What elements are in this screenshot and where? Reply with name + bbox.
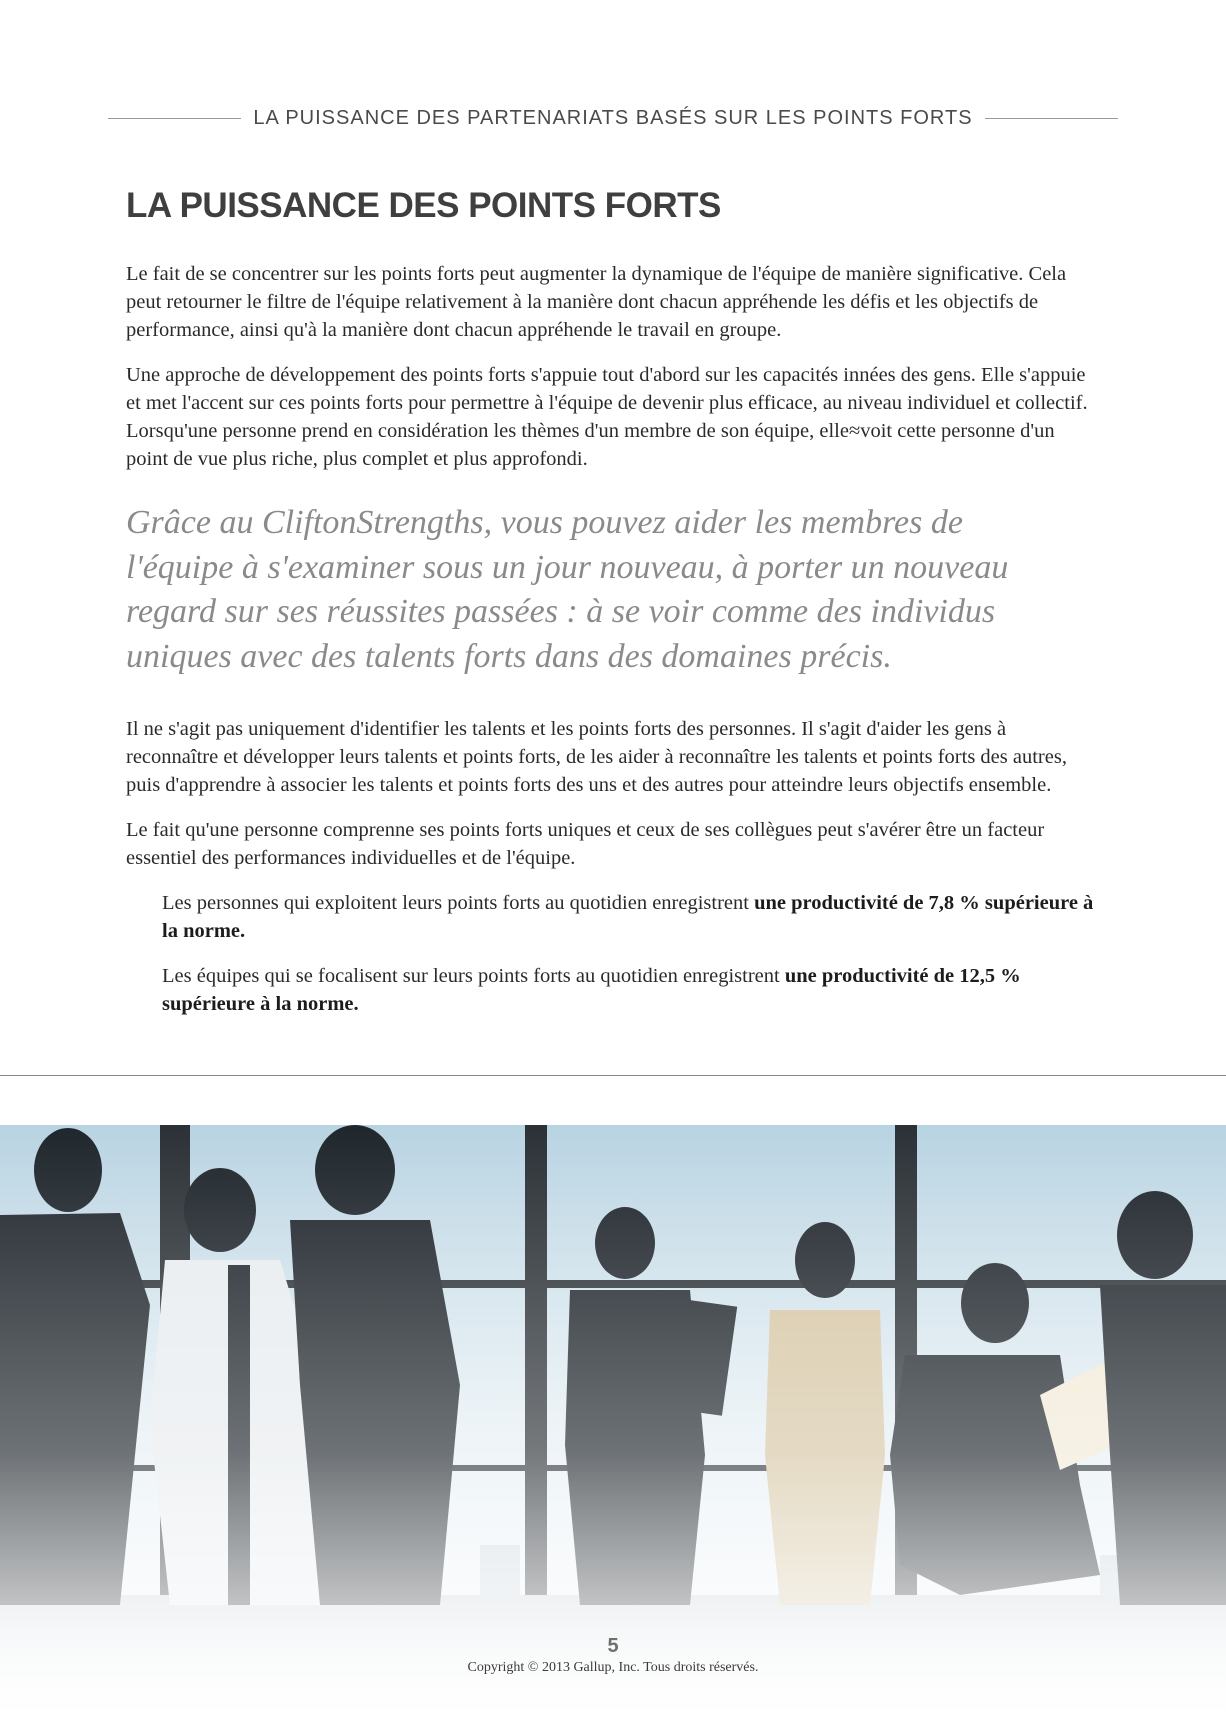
body-paragraph: Il ne s'agit pas uniquement d'identifier les talents et les points forts des personnes. Il s'agit d'aider les gens à reconnaître et développer leurs talents et points forts, de les aider à reconnaître les talents et points forts des autres, puis d'apprendre à associer les talents et points forts des uns et des autres pour atteindre leurs objectifs ensemble. [126, 718, 1067, 796]
stat-emphasis: une productivité de 12,5 % supérieure à la norme. [162, 965, 1021, 1015]
running-header [108, 104, 1118, 132]
page-footer [0, 1634, 1226, 1678]
stat-text: Les personnes qui exploitent leurs points forts au quotidien enregistrent [162, 892, 755, 914]
header-rule-right [985, 118, 1118, 119]
stat-emphasis: une productivité de 7,8 % supérieure à la norme. [162, 892, 1094, 942]
page-title: LA PUISSANCE DES POINTS FORTS [126, 186, 721, 225]
pull-quote: Grâce au CliftonStrengths, vous pouvez aider les membres de l'équipe à s'examiner sous un jour nouveau, à porter un nouveau regard sur ses réussites passées : à se voir comme des individus uniques avec des talents forts dans des domaines précis. [126, 504, 1009, 675]
stat-team [162, 962, 1100, 1018]
team-photo [0, 1125, 1226, 1719]
body-paragraph: Le fait qu'une personne comprenne ses points forts uniques et ceux de ses collègues peut s'avérer être un facteur essentiel des performances individuelles et de l'équipe. [126, 819, 1045, 869]
body-paragraph: Le fait de se concentrer sur les points forts peut augmenter la dynamique de l'équipe de manière significative. Cela peut retourner le filtre de l'équipe relativement à la manière dont chacun appréhende les défis et les objectifs de performance, ainsi qu'à la manière dont chacun appréhende le travail en groupe. [126, 263, 1067, 341]
stat-text: Les équipes qui se focalisent sur leurs points forts au quotidien enregistrent [162, 965, 785, 987]
body-paragraph: Une approche de développement des points forts s'appuie tout d'abord sur les capacités innées des gens. Elle s'appuie et met l'accent sur ces points forts pour permettre à l'équipe de devenir plus efficace, au niveau individuel et collectif. Lorsqu'une personne prend en considération les thèmes d'un membre de son équipe, elle≈voit cette personne d'un point de vue plus riche, plus complet et plus approfondi. [126, 364, 1088, 470]
stat-individual [162, 889, 1100, 945]
header-rule-left [108, 118, 241, 119]
page-number: 5 [607, 1635, 619, 1657]
main-content [126, 186, 1100, 1035]
section-divider [0, 1075, 1226, 1076]
running-title: LA PUISSANCE DES PARTENARIATS BASÉS SUR LES POINTS FORTS [253, 106, 973, 129]
copyright-notice: Copyright © 2013 Gallup, Inc. Tous droits réservés. [467, 1660, 759, 1675]
team-photo-illustration [0, 1125, 1226, 1719]
